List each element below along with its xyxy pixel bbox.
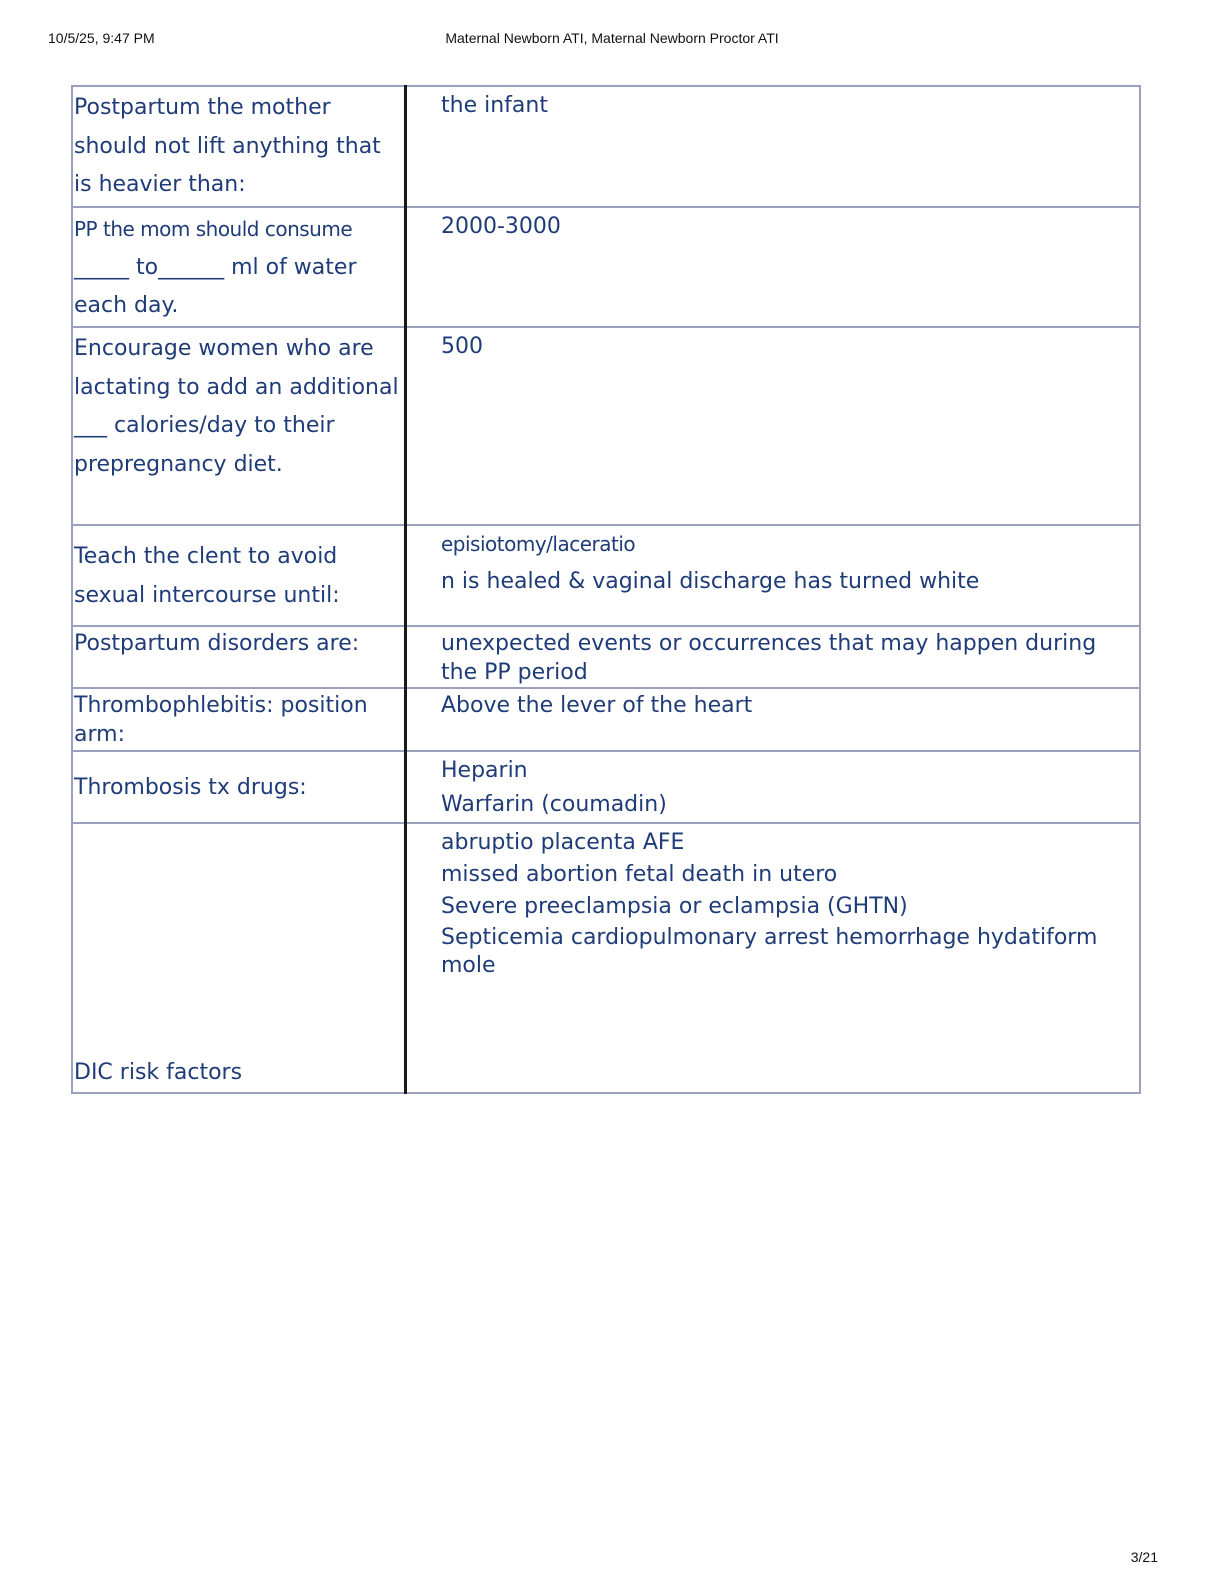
definition-item: Severe preeclampsia or eclampsia (GHTN) <box>441 894 908 919</box>
definition-cell <box>406 207 1141 327</box>
term-text: Thrombosis tx drugs: <box>74 774 307 800</box>
definition-item: Warfarin (coumadin) <box>441 792 667 817</box>
term-text: Teach the clent to avoid sexual intercourse until: <box>74 544 340 608</box>
table-row <box>72 688 1140 751</box>
definition-text: 500 <box>441 334 483 359</box>
table-row <box>72 626 1140 688</box>
term-cell <box>72 688 406 751</box>
term-cell <box>72 207 406 327</box>
definition-item: missed abortion fetal death in utero <box>441 862 838 887</box>
term-text: DIC risk factors <box>74 1059 243 1085</box>
term-cell <box>72 626 406 688</box>
table-row <box>72 823 1140 1093</box>
definition-text: 2000-3000 <box>441 214 561 239</box>
definition-item: Heparin <box>441 758 528 783</box>
term-cell <box>72 823 406 1093</box>
term-text: Postpartum disorders are: <box>74 631 360 656</box>
term-text: Encourage women who are lactating to add an additional ___ calories/day to their prepregnancy diet. <box>74 336 399 477</box>
definition-text: the infant <box>441 93 548 118</box>
page-header <box>48 30 1176 50</box>
definition-cell <box>406 823 1141 1093</box>
table-row <box>72 86 1140 207</box>
definition-item: abruptio placenta AFE <box>441 830 685 855</box>
term-text: _____ to______ ml of water each day. <box>74 254 357 318</box>
term-text: Postpartum the mother should not lift anything that is heavier than: <box>74 95 381 197</box>
page-number: 3/21 <box>1130 1549 1158 1565</box>
print-datetime: 10/5/25, 9:47 PM <box>48 30 155 46</box>
table-row <box>72 751 1140 823</box>
term-cell <box>72 86 406 207</box>
term-text-condensed: PP the mom should consume <box>74 217 353 241</box>
definition-text-line1: episiotomy/laceratio <box>441 532 636 556</box>
definition-cell <box>406 327 1141 525</box>
flashcard-table <box>71 85 1141 1094</box>
definition-text: unexpected events or occurrences that may happen during the PP period <box>441 631 1097 685</box>
table-row <box>72 207 1140 327</box>
definition-cell <box>406 525 1141 626</box>
table-row <box>72 327 1140 525</box>
definition-cell <box>406 626 1141 688</box>
definition-text: Above the lever of the heart <box>441 693 753 718</box>
definition-cell <box>406 751 1141 823</box>
definition-text: n is healed & vaginal discharge has turned white <box>441 569 980 594</box>
definition-cell <box>406 688 1141 751</box>
term-cell <box>72 525 406 626</box>
definition-item: Septicemia cardiopulmonary arrest hemorrhage hydatiform mole <box>441 925 1098 978</box>
table-row <box>72 525 1140 626</box>
term-cell <box>72 327 406 525</box>
document-title: Maternal Newborn ATI, Maternal Newborn Proctor ATI <box>445 30 779 46</box>
term-cell <box>72 751 406 823</box>
term-text: Thrombophlebitis: position arm: <box>74 693 368 747</box>
definition-cell <box>406 86 1141 207</box>
